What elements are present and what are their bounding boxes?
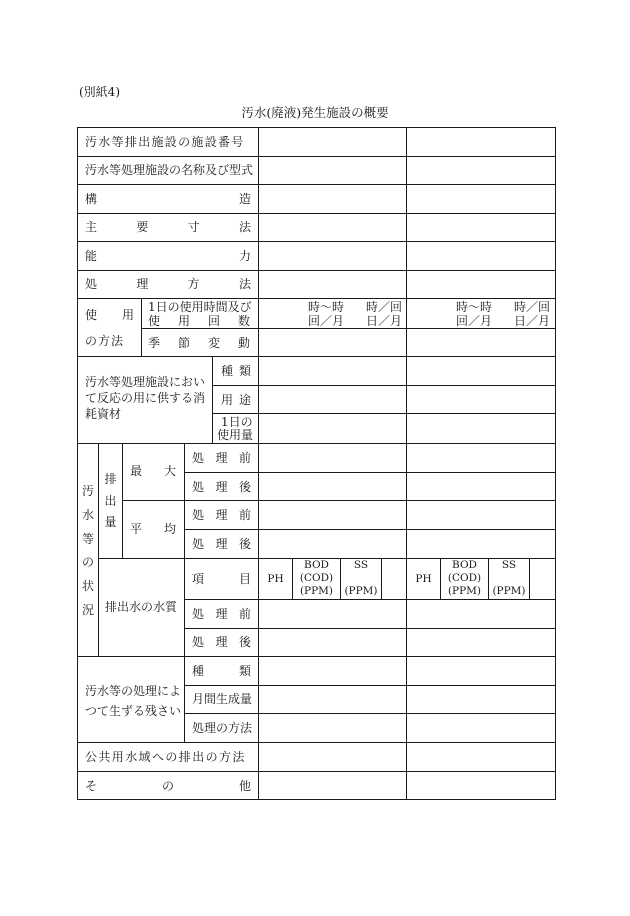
label-char: 用 (177, 314, 190, 328)
h-line (184, 599, 556, 600)
ss-header: SS (353, 559, 369, 571)
label-char: 用 (221, 393, 234, 407)
h-line (77, 742, 556, 743)
dimensions-field-1[interactable] (259, 214, 406, 241)
h-line (122, 500, 556, 501)
h-line (184, 529, 556, 530)
label-char: 等 (81, 531, 94, 546)
discharge-volume-label (99, 470, 122, 530)
bod-header: BOD (452, 559, 477, 571)
time-range-entry: 時〜時 (308, 300, 345, 314)
monthly-amount-label: 月間生成量 (192, 692, 253, 706)
days-month-entry: 日／月 (366, 314, 403, 328)
label-char: 大 (163, 464, 176, 478)
label-char: 理 (215, 635, 228, 649)
label-char: 途 (238, 393, 251, 407)
cod-header: (COD) (299, 572, 334, 584)
times-month-entry: 回／月 (456, 314, 493, 328)
v-line (141, 298, 142, 356)
label-char: 処 (85, 277, 98, 291)
label-char: 数 (237, 314, 250, 328)
seasonal-field-2[interactable] (407, 329, 555, 356)
label-char: 力 (238, 249, 251, 263)
times-month-entry: 回／月 (308, 314, 345, 328)
border-left (77, 127, 78, 800)
label-char: 後 (238, 635, 251, 649)
wastewater-status-label (78, 482, 98, 618)
structure-field-1[interactable] (259, 185, 406, 213)
label-char: 他 (238, 779, 251, 793)
page-title: 汚水(廃液)発生施設の概要 (241, 105, 389, 120)
before-treatment-label (192, 607, 251, 621)
label-char: 動 (237, 336, 250, 350)
ph-header: PH (415, 573, 432, 585)
time-per-entry: 時／回 (514, 300, 551, 314)
before-treatment-label (192, 451, 251, 465)
v-line (184, 656, 185, 742)
label-char: の (161, 779, 174, 793)
h-line (184, 685, 556, 686)
method-field-2[interactable] (407, 271, 555, 298)
after-treatment-label (192, 480, 251, 494)
label-char: 理 (215, 607, 228, 621)
h-line (77, 298, 556, 299)
seasonal-field-1[interactable] (259, 329, 406, 356)
label-char: 処 (192, 480, 205, 494)
disposal-method-label: 処理の方法 (192, 721, 253, 735)
consumables-use-label (221, 393, 251, 407)
label-char: そ (85, 779, 98, 793)
consumables-daily-label-2: 使用量 (217, 428, 254, 442)
items-label (192, 572, 251, 586)
label-char: 能 (85, 249, 98, 263)
label-char: 前 (238, 508, 251, 522)
label-char: 量 (104, 515, 117, 529)
label-char: 目 (238, 572, 251, 586)
label-char: 回 (207, 314, 220, 328)
capacity-field-1[interactable] (259, 242, 406, 270)
v-line (184, 443, 185, 656)
label-char: 項 (192, 572, 205, 586)
v-line (529, 558, 530, 599)
label-char: 理 (215, 537, 228, 551)
residue-kind-label (192, 664, 251, 678)
others-label (85, 779, 251, 793)
method-field-1[interactable] (259, 271, 406, 298)
label-char: 主 (85, 220, 98, 234)
label-char: 用 (121, 308, 134, 322)
cod-header: (COD) (447, 572, 482, 584)
consumables-label-line2: て反応の用に供する消 (85, 391, 206, 405)
label-char: 要 (136, 220, 149, 234)
label-char: 使 (85, 308, 98, 322)
label-char: 処 (192, 635, 205, 649)
label-char: 節 (177, 336, 190, 350)
capacity-label (85, 249, 251, 263)
consumables-label-line1: 汚水等処理施設におい (85, 375, 206, 389)
label-char: 法 (238, 277, 251, 291)
label-char: 平 (130, 522, 143, 536)
consumables-label-line3: 耗資材 (85, 407, 122, 421)
ph-header: PH (267, 573, 284, 585)
time-range-entry: 時〜時 (456, 300, 493, 314)
label-char: 処 (192, 537, 205, 551)
label-char: 理 (136, 277, 149, 291)
label-char: 最 (130, 464, 143, 478)
label-char: 種 (221, 364, 234, 378)
label-char: 水 (81, 507, 94, 522)
v-line (381, 558, 382, 599)
h-line (184, 713, 556, 714)
label-char: 汚 (81, 484, 94, 498)
days-month-entry: 日／月 (514, 314, 551, 328)
average-label (130, 522, 176, 536)
h-line (212, 385, 556, 386)
label-char: 造 (238, 192, 251, 206)
time-per-entry: 時／回 (366, 300, 403, 314)
border-right (555, 127, 556, 800)
treatment-name-field-1[interactable] (259, 157, 406, 184)
h-line (184, 472, 556, 473)
treatment-name-label: 汚水等処理施設の名称及び型式 (85, 163, 254, 177)
capacity-field-2[interactable] (407, 242, 555, 270)
ss-ppm-header: (PPM) (344, 585, 378, 597)
label-char: 前 (238, 451, 251, 465)
bod-ppm-header: (PPM) (299, 585, 334, 597)
consumables-kind-label (221, 364, 251, 378)
facility-number-field-2[interactable] (407, 128, 555, 156)
others-field-1[interactable] (259, 772, 406, 799)
usage-label-top (85, 308, 134, 322)
structure-field-2[interactable] (407, 185, 555, 213)
h-line (212, 413, 556, 414)
v-line (212, 356, 213, 443)
facility-number-label: 汚水等排出施設の施設番号 (85, 135, 245, 149)
effluent-quality-label: 排出水の水質 (105, 600, 178, 614)
label-char: 使 (148, 314, 161, 328)
label-char: 季 (148, 336, 161, 350)
discharge-public-water-label: 公共用水域への排出の方法 (85, 750, 246, 764)
usage-time-label: 1日の使用時間及び (148, 300, 252, 314)
ss-ppm-header: (PPM) (492, 585, 526, 597)
main-dimensions-label (85, 220, 251, 234)
residue-label-line2: つて生ずる残さい (85, 704, 182, 718)
bod-header: BOD (304, 559, 329, 571)
label-char: 種 (192, 664, 205, 678)
label-char: 後 (238, 537, 251, 551)
label-char: 変 (207, 336, 220, 350)
label-char: 処 (192, 607, 205, 621)
bod-ppm-header: (PPM) (447, 585, 482, 597)
others-field-2[interactable] (407, 772, 555, 799)
after-treatment-label (192, 635, 251, 649)
maximum-label (130, 464, 176, 478)
usage-label-bottom: の方法 (85, 334, 125, 348)
after-treatment-label (192, 537, 251, 551)
label-char: 方 (187, 277, 200, 291)
label-char: 寸 (187, 220, 200, 234)
treatment-method-label (85, 277, 251, 291)
label-char: 出 (104, 493, 117, 508)
label-char: 法 (238, 220, 251, 234)
facility-number-field-1[interactable] (259, 128, 406, 156)
label-char: 後 (238, 480, 251, 494)
label-char: 排 (104, 472, 117, 486)
label-char: 況 (81, 602, 94, 617)
label-char: 理 (215, 480, 228, 494)
label-char: 均 (163, 522, 176, 536)
consumables-daily-label-1: 1日の (221, 415, 253, 429)
h-line (77, 356, 556, 357)
label-char: 処 (192, 451, 205, 465)
label-char: の (81, 555, 94, 570)
h-line (77, 656, 556, 657)
structure-label (85, 192, 251, 206)
dimensions-field-2[interactable] (407, 214, 555, 241)
border-bottom (77, 799, 556, 800)
seasonal-variation-label (148, 336, 250, 350)
residue-label-line1: 汚水等の処理によ (85, 684, 182, 698)
label-char: 類 (238, 664, 251, 678)
label-char: 理 (215, 508, 228, 522)
before-treatment-label (192, 508, 251, 522)
annex-label: (別紙4) (79, 85, 120, 99)
label-char: 構 (85, 192, 98, 206)
treatment-name-field-2[interactable] (407, 157, 555, 184)
label-char: 理 (215, 451, 228, 465)
ss-header: SS (501, 559, 517, 571)
label-char: 状 (81, 579, 94, 594)
h-line (77, 443, 556, 444)
label-char: 処 (192, 508, 205, 522)
h-line (184, 628, 556, 629)
label-char: 前 (238, 607, 251, 621)
usage-count-label (148, 314, 250, 328)
label-char: 類 (238, 364, 251, 378)
